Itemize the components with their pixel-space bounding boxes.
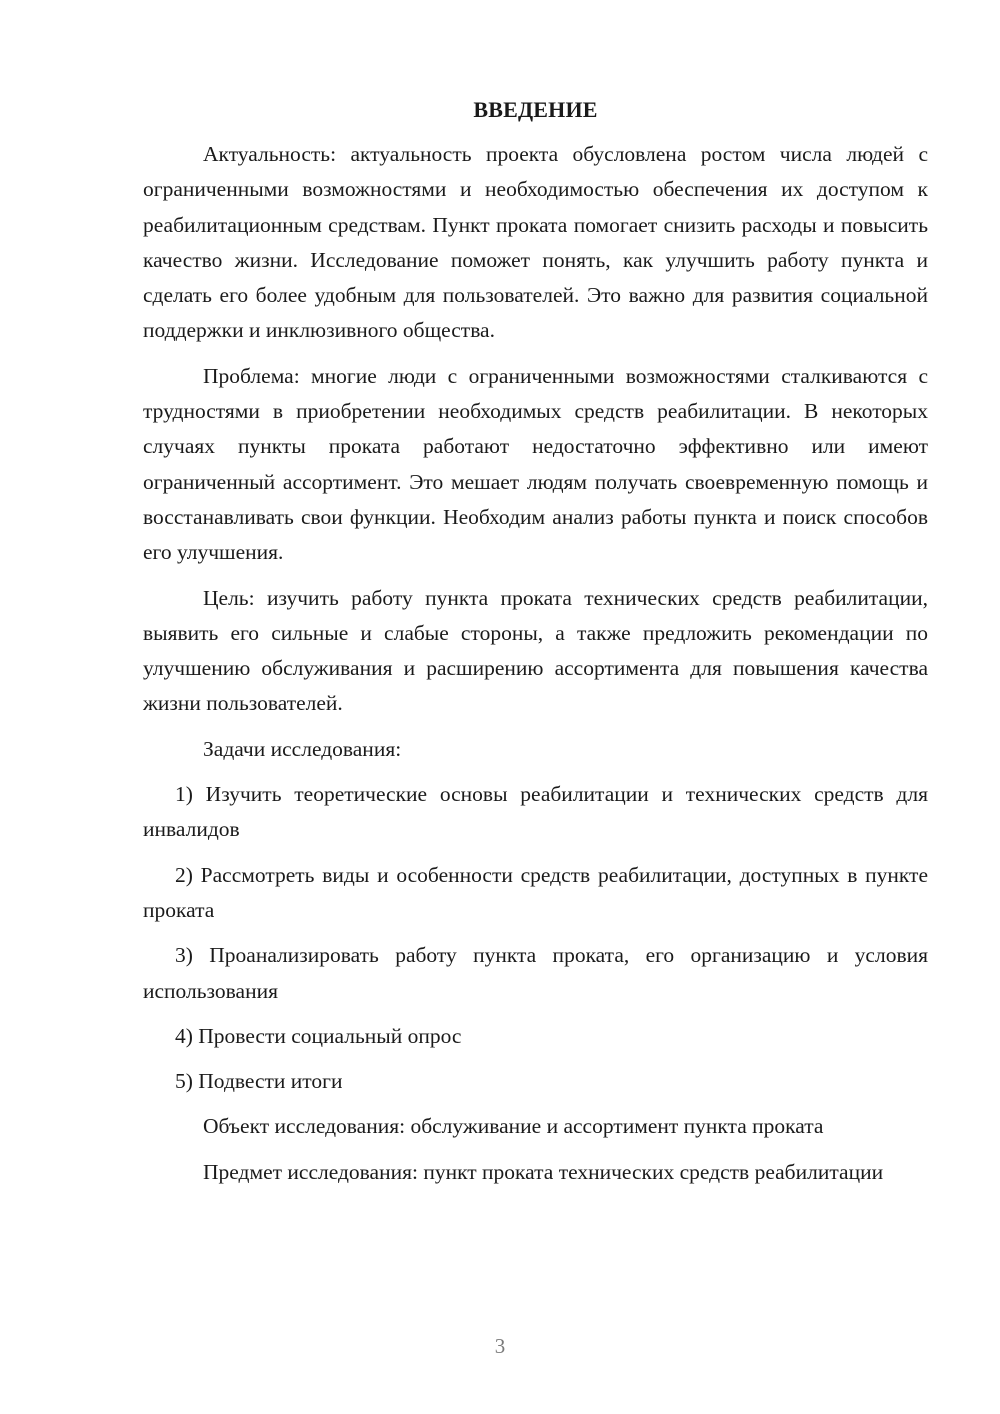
task-item: 5) Подвести итоги [175, 1069, 343, 1094]
task-item: 2) Рассмотреть виды и особенности средств реабилитации, доступных в пункте проката [143, 862, 928, 922]
task-item: 3) Проанализировать работу пункта проката, его организацию и условия использования [143, 943, 928, 1003]
goal-paragraph: Цель: изучить работу пункта проката технических средств реабилитации, выявить его сильные и слабые стороны, а также предложить рекомендации по улучшению обслуживания и расширению ассортимента для повышения качества жизни пользователей. [143, 585, 928, 716]
problem-paragraph: Проблема: многие люди с ограниченными возможностями сталкиваются с трудностями в приобретении необходимых средств реабилитации. В некоторых случаях пункты проката работают недостаточно эффективно или имеют ограниченный ассортимент. Это мешает людям получать своевременную помощь и восстанавливать свои функции. Необходим анализ работы пункта и поиск способов его улучшения. [143, 363, 928, 565]
relevance-paragraph: Актуальность: актуальность проекта обусловлена ростом числа людей с ограниченными возможностями и необходимостью обеспечения их доступом к реабилитационным средствам. Пункт проката помогает снизить расходы и повысить качество жизни. Исследование поможет понять, как улучшить работу пункта и сделать его более удобным для пользователей. Это важно для развития социальной поддержки и инклюзивного общества. [143, 142, 928, 343]
document-page [143, 94, 928, 1200]
object-paragraph: Объект исследования: обслуживание и ассортимент пункта проката [203, 1114, 824, 1139]
tasks-list [143, 777, 928, 1099]
subject-paragraph: Предмет исследования: пункт проката технических средств реабилитации [203, 1159, 884, 1184]
task-item: 1) Изучить теоретические основы реабилитации и технических средств для инвалидов [143, 782, 928, 842]
task-item: 4) Провести социальный опрос [175, 1023, 462, 1048]
page-number: 3 [494, 1334, 506, 1358]
tasks-heading: Задачи исследования: [203, 736, 402, 761]
section-title: ВВЕДЕНИЕ [473, 97, 598, 122]
